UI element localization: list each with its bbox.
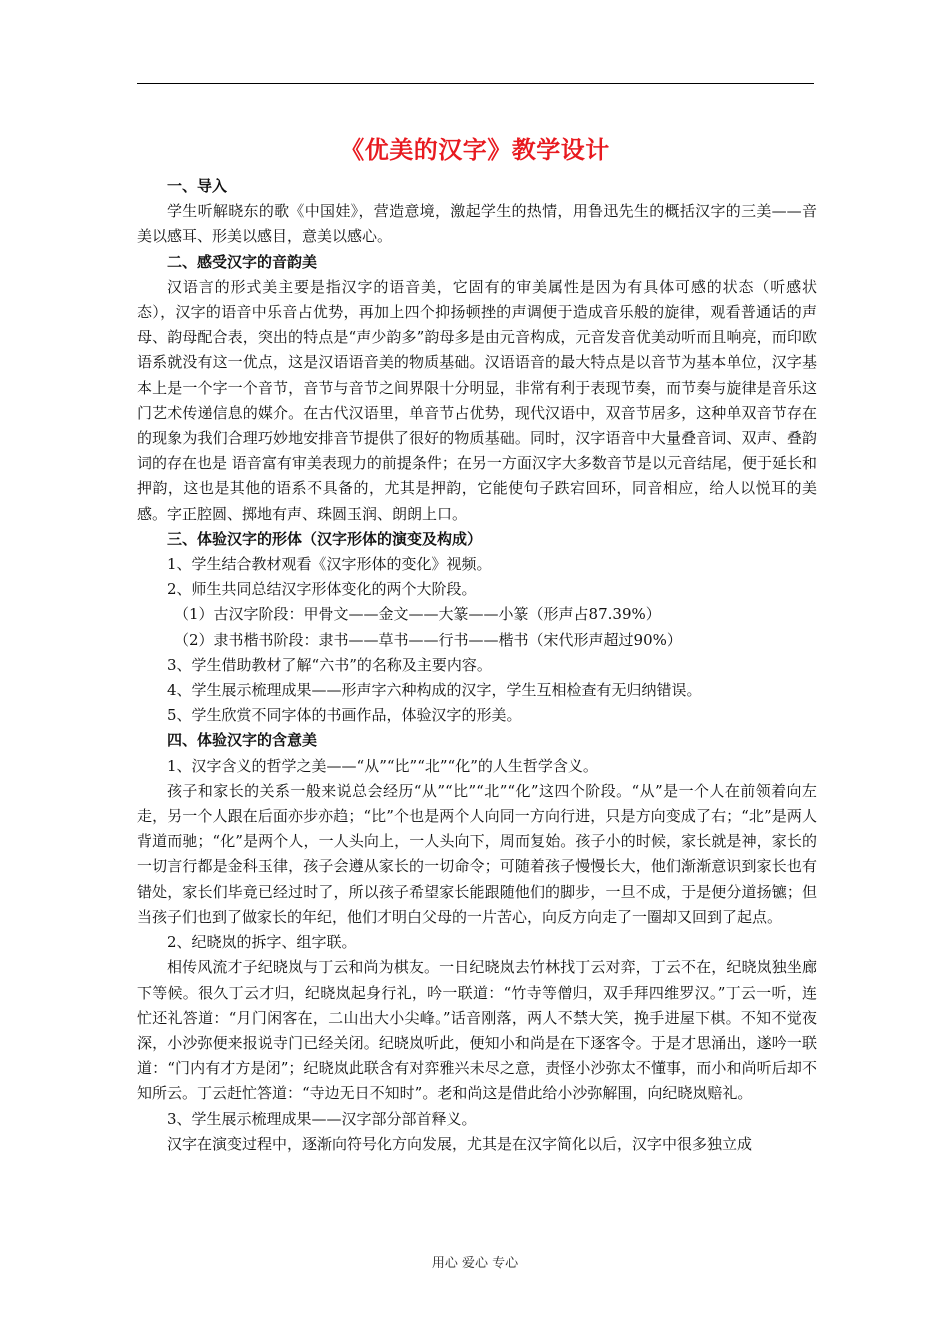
list-item: 4、学生展示梳理成果——形声字六种构成的汉字，学生互相检查有无归纳错误。 <box>167 681 702 700</box>
list-item: 1、学生结合教材观看《汉字形体的变化》视频。 <box>167 555 492 574</box>
list-item: （1）古汉字阶段：甲骨文——金文——大篆——小篆（形声占87.39%） <box>174 605 661 624</box>
page-footer: 用心 爱心 专心 <box>431 1256 519 1271</box>
list-item: （2）隶书楷书阶段：隶书——草书——行书——楷书（宋代形声超过90%） <box>174 630 682 649</box>
paragraph: 孩子和家长的关系一般来说总会经历“从”“比”“北”“化”这四个阶段。“从”是一个人在前领着向左走，另一个人跟在后面亦步亦趋；“比”个也是两个人向同一方向行进，只是方向变成了右；“北”是两人背道而驰；“化”是两个人，一人头向上，一人头向下，周而复始。孩子小的时候，家长就是神，家长的一切言行都是金科玉律，孩子会遵从家长的一切命令；可随着孩子慢慢长大，他们渐渐意识到家长也有错处，家长们毕竟已经过时了，所以孩子希望家长能跟随他们的脚步，一旦不成，于是便分道扬镳；但当孩子们也到了做家长的年纪，他们才明白父母的一片苦心，向反方向走了一圈却又回到了起点。 <box>137 781 817 926</box>
list-item: 1、汉字含义的哲学之美——“从”“比”“北”“化”的人生哲学含义。 <box>167 756 598 775</box>
document-title: 《优美的汉字》教学设计 <box>340 136 610 164</box>
list-item: 5、学生欣赏不同字体的书画作品，体验汉字的形美。 <box>167 706 522 725</box>
paragraph: 汉字在演变过程中，逐渐向符号化方向发展，尤其是在汉字简化以后，汉字中很多独立成 <box>167 1134 753 1153</box>
section-heading-sound: 二、感受汉字的音韵美 <box>167 252 318 271</box>
header-rule <box>137 83 814 84</box>
list-item: 3、学生借助教材了解“六书”的名称及主要内容。 <box>167 655 492 674</box>
section-heading-meaning: 四、体验汉字的含意美 <box>167 731 318 750</box>
list-item: 2、纪晓岚的拆字、组字联。 <box>167 933 357 952</box>
paragraph: 相传风流才子纪晓岚与丁云和尚为棋友。一日纪晓岚去竹林找丁云对弈，丁云不在，纪晓岚独坐廊下等候。很久丁云才归，纪晓岚起身行礼，吟一联道：“竹寺等僧归，双手拜四维罗汉。”丁云一听，连忙还礼答道：“月门闲客在，二山出大小尖峰。”话音刚落，两人不禁大笑，挽手进屋下棋。不知不觉夜深，小沙弥便来报说寺门已经关闭。纪晓岚听此，便知小和尚是在下逐客令。于是才思涌出，遂吟一联道：“门内有才方是闭”；纪晓岚此联含有对弈雅兴未尽之意，责怪小沙弥太不懂事，而小和尚听后却不知所云。丁云赶忙答道：“寺边无日不知时”。老和尚这是借此给小沙弥解围，向纪晓岚赔礼。 <box>137 958 817 1103</box>
list-item: 2、师生共同总结汉字形体变化的两个大阶段。 <box>167 580 477 599</box>
list-item: 3、学生展示梳理成果——汉字部分部首释义。 <box>167 1109 477 1128</box>
section-heading-form: 三、体验汉字的形体（汉字形体的演变及构成） <box>167 529 483 548</box>
document-body <box>137 174 817 1157</box>
section-heading-intro: 一、导入 <box>167 177 228 195</box>
paragraph: 学生听解晓东的歌《中国娃》，营造意境，激起学生的热情，用鲁迅先生的概括汉字的三美——音美以感耳、形美以感目，意美以感心。 <box>137 202 817 246</box>
paragraph: 汉语言的形式美主要是指汉字的语音美，它固有的审美属性是因为有具体可感的状态（听感状态），汉字的语音中乐音占优势，再加上四个抑扬顿挫的声调便于造成音乐般的旋律，观看普通话的声母、韵母配合表，突出的特点是“声少韵多”韵母多是由元音构成，元音发音优美动听而且响亮，而印欧语系就没有这一优点，这是汉语语音美的物质基础。汉语语音的最大特点是以音节为基本单位，汉字基本上是一个字一个音节，音节与音节之间界限十分明显，非常有利于表现节奏，而节奏与旋律是音乐这门艺术传递信息的媒介。在古代汉语里，单音节占优势，现代汉语中，双音节居多，这种单双音节存在的现象为我们合理巧妙地安排音节提供了很好的物质基础。同时，汉字语音中大量叠音词、双声、叠韵词的存在也是 语音富有审美表现力的前提条件；在另一方面汉字大多数音节是以元音结尾，便于延长和押韵，这也是其他的语系不具备的，尤其是押韵，它能使句子跌宕回环，同音相应，给人以悦耳的美感。字正腔圆、掷地有声、珠圆玉润、朗朗上口。 <box>137 277 817 523</box>
